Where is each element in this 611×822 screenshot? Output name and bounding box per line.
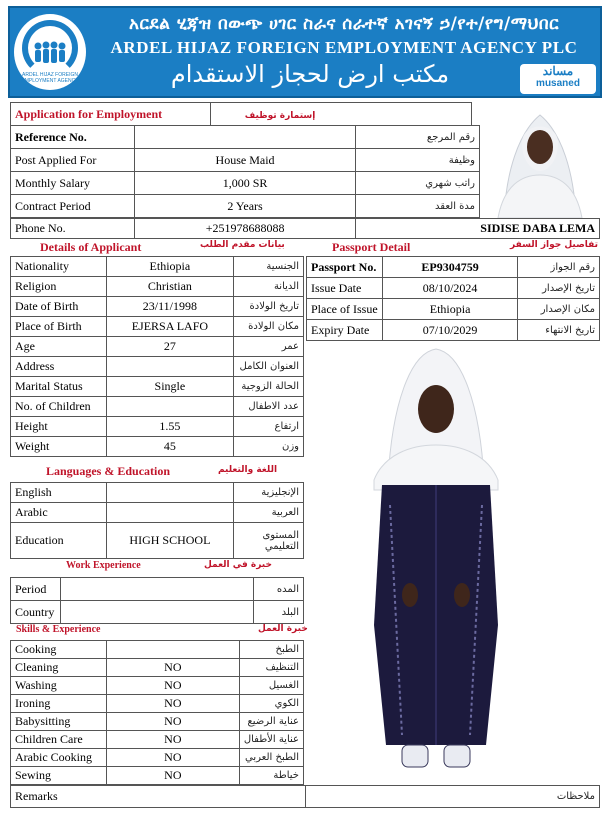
arabic-label: راتب شهري xyxy=(356,172,480,195)
table-cell: Ironing xyxy=(11,695,107,713)
arabic-label: العنوان الكامل xyxy=(234,357,304,377)
table-cell: Marital Status xyxy=(11,377,107,397)
agency-name-amharic: አርደል ሂጃዝ በውጭ ሀገር ስራና ሰራተኛ አገናኝ ኃ/የተ/የግ/ማህበር xyxy=(129,14,559,34)
arabic-label: تاريخ الانتهاء xyxy=(518,320,600,341)
table-cell: 23/11/1998 xyxy=(106,297,233,317)
table-cell xyxy=(210,103,471,126)
arabic-label: رقم المرجع xyxy=(356,126,480,149)
table-row xyxy=(11,767,304,785)
table-cell: House Maid xyxy=(134,149,355,172)
table-cell: Address xyxy=(11,357,107,377)
arabic-label: الغسيل xyxy=(239,677,303,695)
table-cell: HIGH SCHOOL xyxy=(106,523,234,559)
table-cell xyxy=(106,641,239,659)
arabic-label: تاريخ الولادة xyxy=(234,297,304,317)
arabic-label: العربية xyxy=(234,503,304,523)
arabic-label: خياطة xyxy=(239,767,303,785)
table-cell: Education xyxy=(11,523,107,559)
table-cell: Weight xyxy=(11,437,107,457)
people-icon xyxy=(32,40,68,68)
remarks-label-ar: ملاحظات xyxy=(305,786,600,808)
table-cell: Religion xyxy=(11,277,107,297)
arabic-label: عناية الرضيع xyxy=(239,713,303,731)
table-cell: EJERSA LAFO xyxy=(106,317,233,337)
table-cell: Reference No. xyxy=(11,126,135,149)
table-row xyxy=(11,503,304,523)
table-cell: Christian xyxy=(106,277,233,297)
table-cell: NO xyxy=(106,677,239,695)
work-title-ar: خبرة في العمل xyxy=(204,560,272,570)
table-cell: Age xyxy=(11,337,107,357)
application-title-ar: إستمارة توظيف xyxy=(244,110,316,121)
agency-name-arabic: مكتب ارض لحجاز الاستقدام xyxy=(170,60,450,88)
table-cell: Cooking xyxy=(11,641,107,659)
arabic-label: البلد xyxy=(254,601,304,624)
table-cell: Monthly Salary xyxy=(11,172,135,195)
arabic-label: وظيفة xyxy=(356,149,480,172)
table-row xyxy=(11,659,304,677)
table-cell: Place of Birth xyxy=(11,317,107,337)
table-cell: No. of Children xyxy=(11,397,107,417)
table-row xyxy=(11,437,304,457)
table-cell: 1,000 SR xyxy=(134,172,355,195)
languages-table xyxy=(10,482,304,559)
arabic-label: الحالة الزوجية xyxy=(234,377,304,397)
table-row xyxy=(307,257,600,278)
passport-title: Passport Detail xyxy=(332,240,411,254)
table-cell: NO xyxy=(106,767,239,785)
table-row xyxy=(307,278,600,299)
arabic-label: الكوي xyxy=(239,695,303,713)
table-cell: NO xyxy=(106,731,239,749)
work-title: Work Experience xyxy=(66,560,141,571)
remarks-row xyxy=(10,785,600,808)
remarks-label: Remarks xyxy=(11,786,306,808)
table-cell: Babysitting xyxy=(11,713,107,731)
arabic-label: الديانة xyxy=(234,277,304,297)
table-row xyxy=(11,277,304,297)
table-cell: Passport No. xyxy=(307,257,383,278)
arabic-label: الطبخ العربي xyxy=(239,749,303,767)
arabic-label: تاريخ الإصدار xyxy=(518,278,600,299)
table-cell: 1.55 xyxy=(106,417,233,437)
arabic-label: المده xyxy=(254,578,304,601)
arabic-label: الجنسية xyxy=(234,257,304,277)
table-row xyxy=(11,483,304,503)
table-row xyxy=(11,677,304,695)
passport-title-ar: تفاصيل جواز السفر xyxy=(510,240,599,250)
application-title-row xyxy=(10,102,472,126)
table-cell xyxy=(106,503,234,523)
logo-caption: ARDEL HIJAZ FOREIGN EMPLOYMENT AGENCY xyxy=(21,72,79,84)
table-cell: Single xyxy=(106,377,233,397)
details-title-ar: بيانات مقدم الطلب xyxy=(200,240,285,250)
work-table xyxy=(10,577,304,624)
table-row xyxy=(11,578,304,601)
table-cell: Expiry Date xyxy=(307,320,383,341)
table-row xyxy=(11,297,304,317)
table-cell: Date of Birth xyxy=(11,297,107,317)
arabic-label: عناية الأطفال xyxy=(239,731,303,749)
arabic-label: الإنجليزية xyxy=(234,483,304,503)
table-row xyxy=(11,641,304,659)
table-row xyxy=(11,357,304,377)
table-row xyxy=(11,317,304,337)
phone-row xyxy=(10,218,600,239)
table-row xyxy=(307,299,600,320)
table-cell xyxy=(106,483,234,503)
table-row xyxy=(11,337,304,357)
table-row xyxy=(11,695,304,713)
languages-title: Languages & Education xyxy=(46,464,171,478)
table-cell: Arabic xyxy=(11,503,107,523)
arabic-label: عمر xyxy=(234,337,304,357)
table-row xyxy=(11,417,304,437)
arabic-label: وزن xyxy=(234,437,304,457)
table-row xyxy=(11,149,480,172)
table-row xyxy=(11,731,304,749)
table-cell: Ethiopia xyxy=(106,257,233,277)
table-cell: NO xyxy=(106,713,239,731)
details-title: Details of Applicant xyxy=(40,240,142,254)
details-table xyxy=(10,256,304,457)
table-cell: Contract Period xyxy=(11,195,135,218)
table-cell: 07/10/2029 xyxy=(382,320,517,341)
table-row xyxy=(11,601,304,624)
table-cell: Cleaning xyxy=(11,659,107,677)
arabic-label: مدة العقد xyxy=(356,195,480,218)
languages-title-ar: اللغة والتعليم xyxy=(218,465,278,475)
table-cell: Nationality xyxy=(11,257,107,277)
table-row xyxy=(11,377,304,397)
table-cell xyxy=(134,126,355,149)
table-cell: 27 xyxy=(106,337,233,357)
table-cell: Post Applied For xyxy=(11,149,135,172)
application-table xyxy=(10,125,480,218)
table-cell: Arabic Cooking xyxy=(11,749,107,767)
table-cell: Ethiopia xyxy=(382,299,517,320)
table-cell: Period xyxy=(11,578,61,601)
phone-value: +251978688088 xyxy=(134,219,356,239)
table-cell: English xyxy=(11,483,107,503)
skills-title: Skills & Experience xyxy=(16,624,101,635)
skills-title-ar: خبرة العمل xyxy=(258,624,308,634)
agency-banner xyxy=(8,6,602,98)
arabic-label: رقم الجواز xyxy=(518,257,600,278)
skills-table xyxy=(10,640,304,785)
arabic-label: ارتفاع xyxy=(234,417,304,437)
arabic-label: الطبخ xyxy=(239,641,303,659)
table-cell: NO xyxy=(106,749,239,767)
table-cell xyxy=(106,357,233,377)
table-row xyxy=(11,172,480,195)
table-row xyxy=(11,749,304,767)
table-cell: Sewing xyxy=(11,767,107,785)
table-cell xyxy=(60,578,253,601)
table-cell: Country xyxy=(11,601,61,624)
table-cell: Height xyxy=(11,417,107,437)
table-row xyxy=(11,195,480,218)
table-cell: Issue Date xyxy=(307,278,383,299)
applicant-full-photo xyxy=(366,345,506,780)
arabic-label: مكان الإصدار xyxy=(518,299,600,320)
arabic-label: التنظيف xyxy=(239,659,303,677)
table-cell: Children Care xyxy=(11,731,107,749)
table-cell xyxy=(60,601,253,624)
table-cell: EP9304759 xyxy=(382,257,517,278)
agency-name-english: ARDEL HIJAZ FOREIGN EMPLOYMENT AGENCY PLC xyxy=(110,38,578,57)
applicant-name: SIDISE DABA LEMA xyxy=(356,219,600,239)
table-row xyxy=(11,257,304,277)
table-cell: 45 xyxy=(106,437,233,457)
table-cell: 08/10/2024 xyxy=(382,278,517,299)
applicant-portrait-photo xyxy=(482,103,598,218)
table-row xyxy=(11,397,304,417)
table-cell: 2 Years xyxy=(134,195,355,218)
table-row xyxy=(11,713,304,731)
agency-logo xyxy=(14,14,86,90)
table-cell: NO xyxy=(106,659,239,677)
table-cell: NO xyxy=(106,695,239,713)
table-cell xyxy=(106,397,233,417)
table-row xyxy=(11,523,304,559)
arabic-label: عدد الاطفال xyxy=(234,397,304,417)
table-cell: Place of Issue xyxy=(307,299,383,320)
table-cell: Phone No. xyxy=(11,219,135,239)
arabic-label: المستوى التعليمي xyxy=(234,523,304,559)
musaned-logo: مساند musaned xyxy=(520,64,596,94)
application-title: Application for Employment xyxy=(11,103,211,126)
arabic-label: مكان الولادة xyxy=(234,317,304,337)
table-row xyxy=(307,320,600,341)
table-row xyxy=(11,126,480,149)
table-cell: Washing xyxy=(11,677,107,695)
passport-table xyxy=(306,256,600,341)
